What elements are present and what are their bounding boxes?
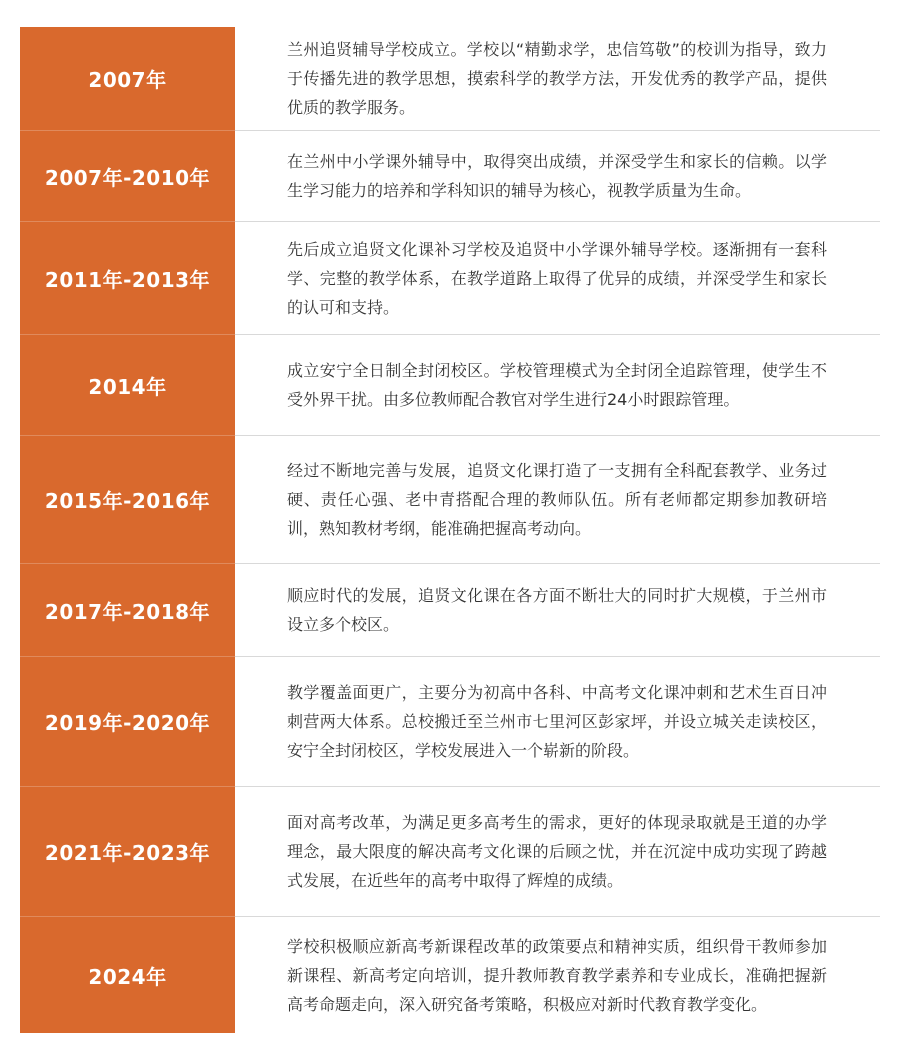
year-description: 成立安宁全日制全封闭校区。学校管理模式为全封闭全追踪管理，使学生不受外界干扰。由多位教师配合教官对学生进行24小时跟踪管理。	[287, 361, 827, 409]
year-label: 2019年-2020年	[20, 657, 235, 787]
year-label: 2007年-2010年	[20, 131, 235, 222]
year-description: 兰州追贤辅导学校成立。学校以“精勤求学，忠信笃敬”的校训为指导，致力于传播先进的教学思想，摸索科学的教学方法，开发优秀的教学产品，提供优质的教学服务。	[287, 40, 827, 117]
year-label: 2017年-2018年	[20, 564, 235, 657]
timeline-row-2019-2020	[20, 657, 880, 787]
year-description: 先后成立追贤文化课补习学校及追贤中小学课外辅导学校。逐渐拥有一套科学、完整的教学体系，在教学道路上取得了优异的成绩，并深受学生和家长的认可和支持。	[287, 239, 827, 317]
year-description: 学校积极顺应新高考新课程改革的政策要点和精神实质，组织骨干教师参加新课程、新高考定向培训，提升教师教育教学素养和专业成长，准确把握新高考命题走向，深入研究备考策略，积极应对新时代教育教学变化。	[287, 936, 827, 1014]
year-label: 2021年-2023年	[20, 787, 235, 917]
timeline-row-2007-2010	[20, 131, 880, 222]
timeline-row-2017-2018	[20, 564, 880, 657]
timeline-row-2014	[20, 335, 880, 436]
timeline-row-2007	[20, 27, 880, 131]
timeline-row-2011-2013	[20, 222, 880, 335]
year-description: 面对高考改革，为满足更多高考生的需求，更好的体现录取就是王道的办学理念，最大限度的解决高考文化课的后顾之忧，并在沉淀中成功实现了跨越式发展，在近些年的高考中取得了辉煌的成绩。	[287, 813, 827, 890]
year-label: 2014年	[20, 335, 235, 436]
year-description: 教学覆盖面更广，主要分为初高中各科、中高考文化课冲刺和艺术生百日冲刺营两大体系。总校搬迁至兰州市七里河区彭家坪，并设立城关走读校区，安宁全封闭校区，学校发展进入一个崭新的阶段。	[287, 683, 827, 760]
timeline-table	[20, 27, 880, 1033]
year-label: 2015年-2016年	[20, 436, 235, 564]
timeline-row-2021-2023	[20, 787, 880, 917]
year-description: 经过不断地完善与发展，追贤文化课打造了一支拥有全科配套教学、业务过硬、责任心强、老中青搭配合理的教师队伍。所有老师都定期参加教研培训，熟知教材考纲，能准确把握高考动向。	[287, 461, 827, 538]
timeline-row-2015-2016	[20, 436, 880, 564]
year-description: 顺应时代的发展，追贤文化课在各方面不断壮大的同时扩大规模，于兰州市设立多个校区。	[287, 586, 827, 634]
timeline-row-2024	[20, 917, 880, 1033]
year-label: 2024年	[20, 917, 235, 1033]
year-description: 在兰州中小学课外辅导中，取得突出成绩，并深受学生和家长的信赖。以学生学习能力的培养和学科知识的辅导为核心，视教学质量为生命。	[287, 152, 827, 200]
year-label: 2011年-2013年	[20, 222, 235, 335]
year-label: 2007年	[20, 27, 235, 131]
